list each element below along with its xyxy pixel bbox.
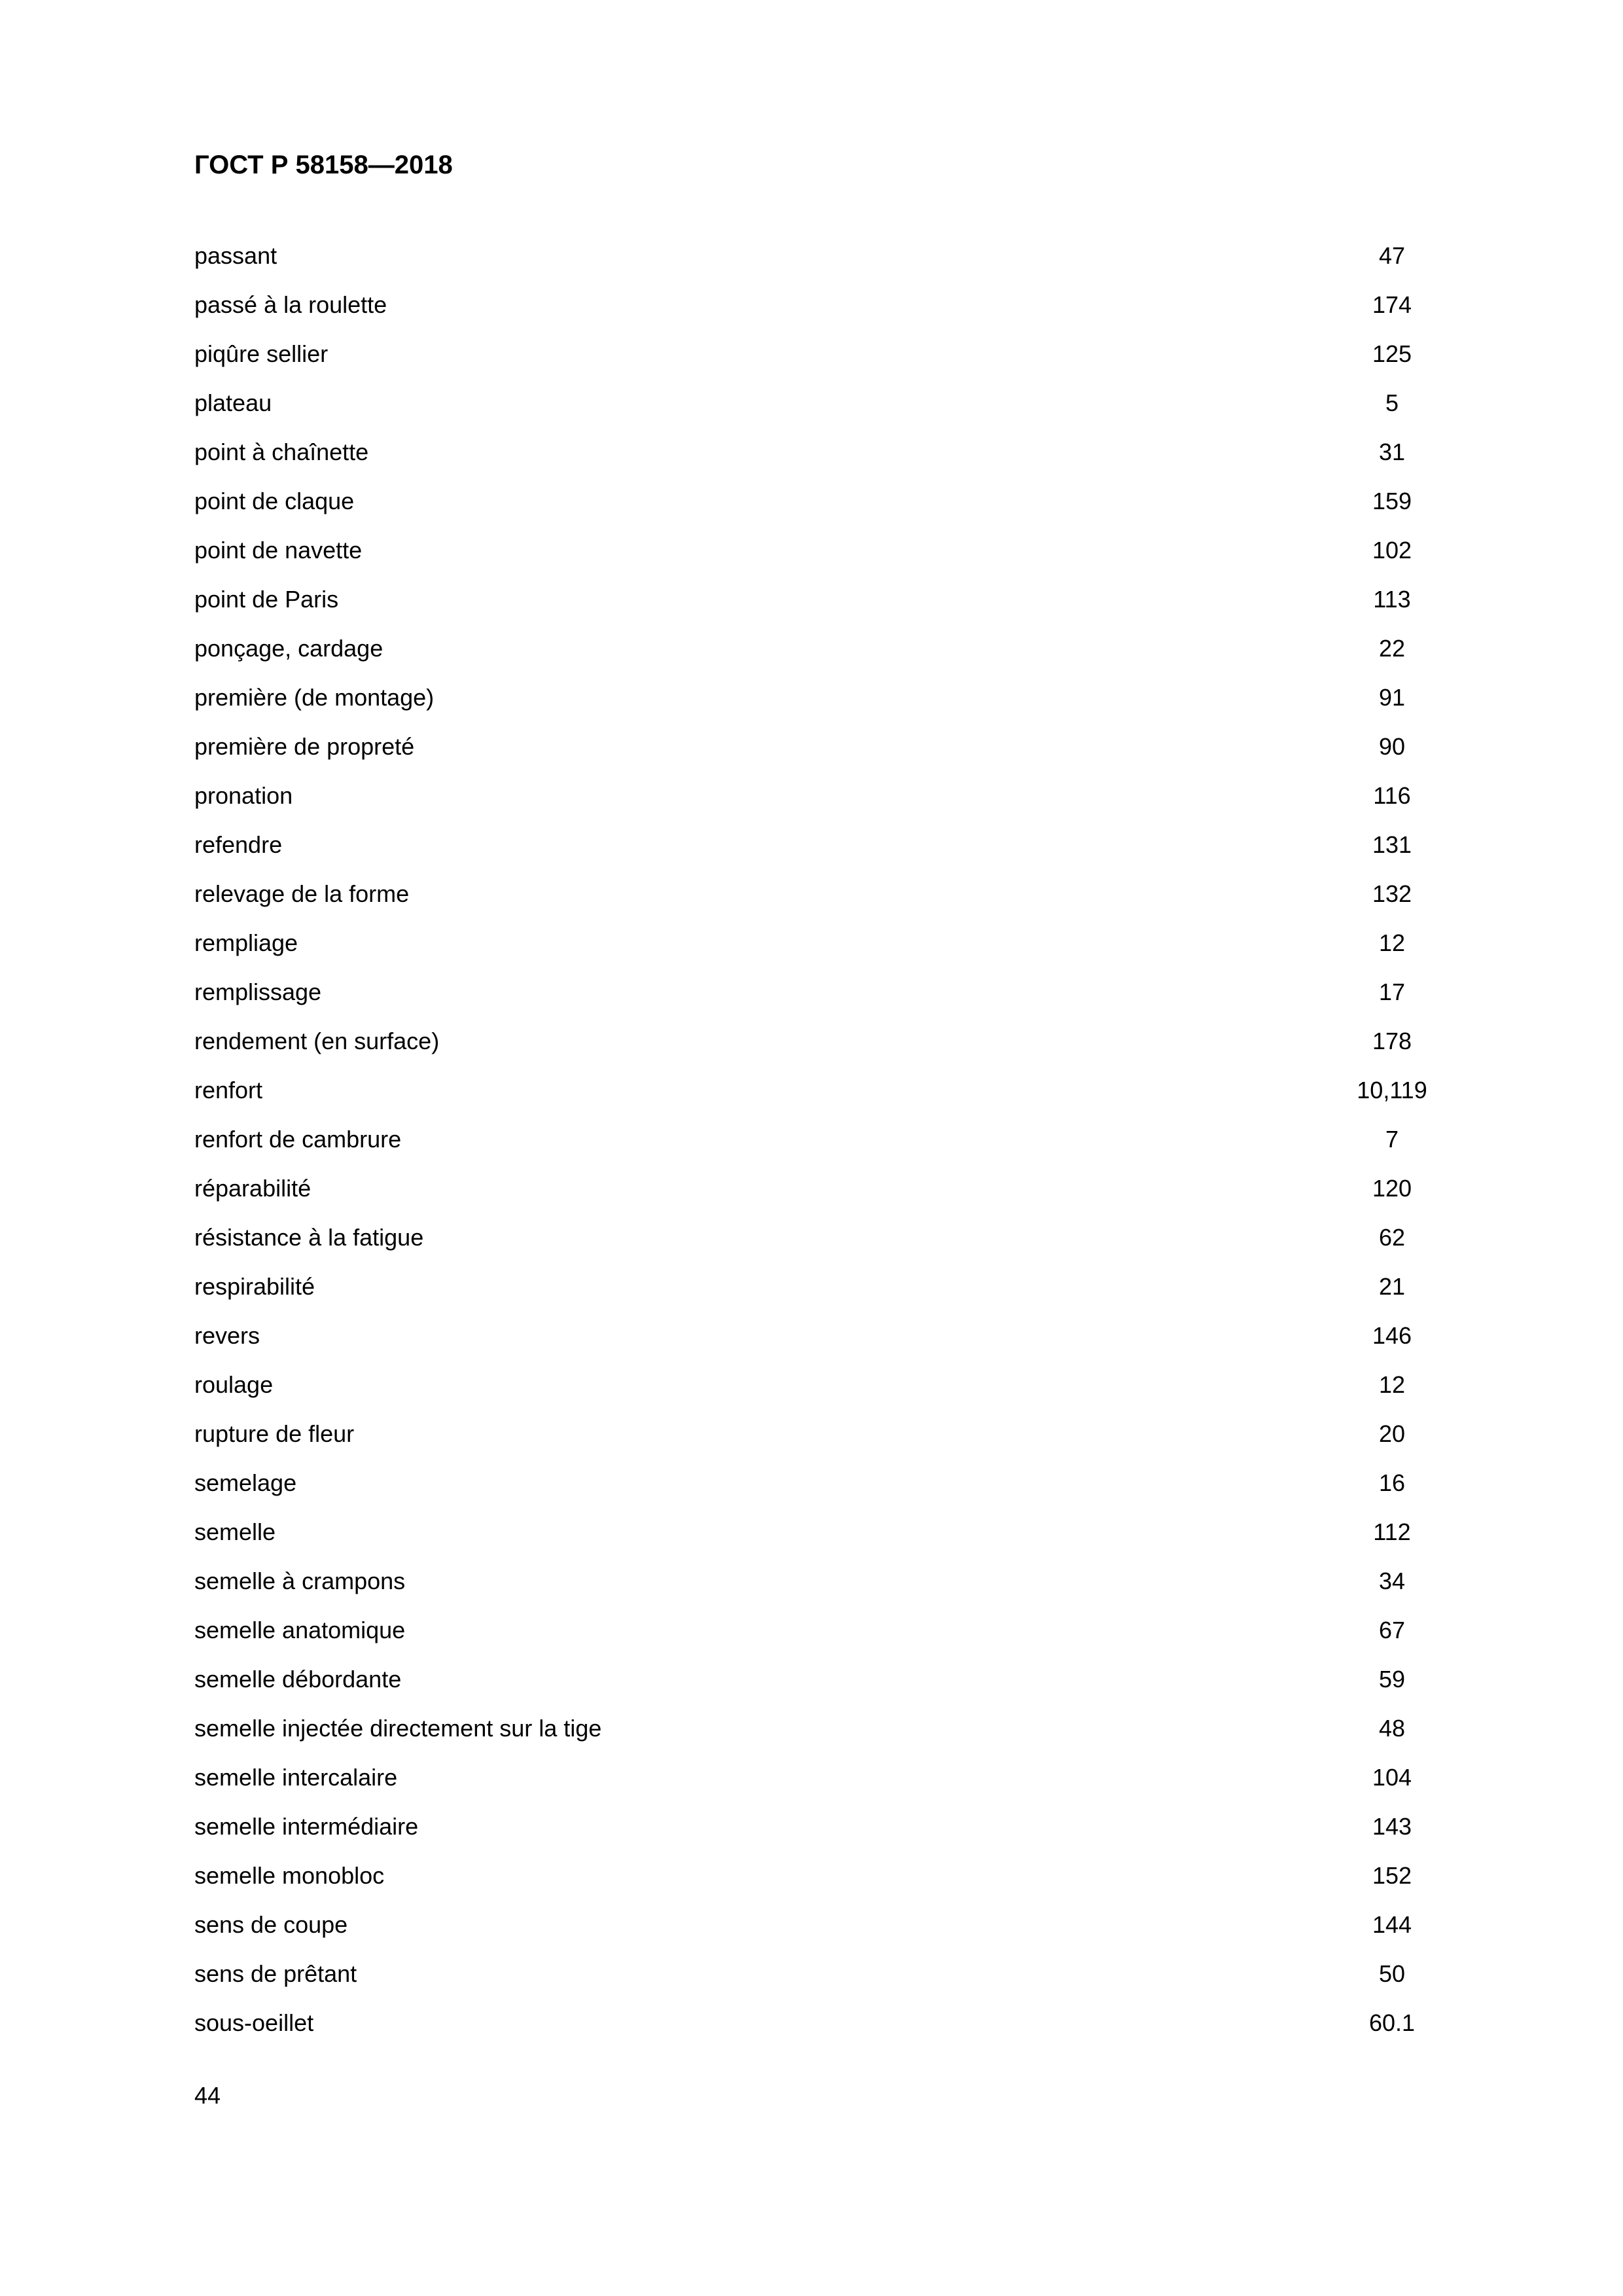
index-reference-number: 17 [1378, 978, 1406, 1005]
index-entry [194, 1316, 1457, 1365]
index-term: renfort de cambrure [194, 1126, 402, 1153]
index-term: passé à la roulette [194, 291, 387, 318]
index-term: semelle à crampons [194, 1568, 406, 1594]
index-term: pronation [194, 782, 293, 809]
index-term: semelle débordante [194, 1666, 402, 1693]
index-reference-number: 16 [1378, 1469, 1406, 1496]
index-reference-number: 31 [1378, 439, 1406, 465]
index-term: point à chaînette [194, 439, 369, 465]
index-reference-number: 62 [1378, 1224, 1406, 1251]
index-entry [194, 678, 1457, 727]
index-reference-number: 60.1 [1368, 2009, 1416, 2036]
index-entry [194, 1905, 1457, 1954]
index-term: réparabilité [194, 1175, 312, 1202]
index-reference-number: 116 [1373, 782, 1411, 809]
index-term: remplissage [194, 978, 322, 1005]
index-entry [194, 1709, 1457, 1758]
index-entry [194, 580, 1457, 629]
index-term: ponçage, cardage [194, 635, 383, 662]
index-term: semelle intercalaire [194, 1764, 398, 1791]
index-term: relevage de la forme [194, 880, 410, 907]
index-entry [194, 1513, 1457, 1562]
index-entry [194, 1856, 1457, 1905]
index-term: semelle injectée directement sur la tige [194, 1715, 602, 1742]
index-reference-number: 10,119 [1357, 1077, 1427, 1103]
index-entry [194, 285, 1457, 334]
index-reference-number: 47 [1378, 242, 1406, 269]
index-entry [194, 1660, 1457, 1709]
index-reference-number: 174 [1372, 291, 1412, 318]
index-term: sous-oeillet [194, 2009, 314, 2036]
index-term: première de propreté [194, 733, 415, 760]
index-reference-number: 50 [1378, 1960, 1406, 1987]
index-term: respirabilité [194, 1273, 315, 1300]
index-entry [194, 727, 1457, 776]
index-term: semelle intermédiaire [194, 1813, 419, 1840]
index-entry [194, 384, 1457, 433]
index-reference-number: 12 [1378, 929, 1406, 956]
index-term: sens de prêtant [194, 1960, 357, 1987]
document-header: ГОСТ Р 58158—2018 [194, 151, 453, 179]
index-reference-number: 112 [1373, 1518, 1411, 1545]
index-entry [194, 2003, 1457, 2053]
index-reference-number: 178 [1372, 1028, 1412, 1054]
index-entry [194, 924, 1457, 973]
index-entry [194, 531, 1457, 580]
index-entry [194, 1365, 1457, 1414]
index-entry [194, 236, 1457, 285]
index-reference-number: 67 [1378, 1617, 1406, 1643]
index-term: point de navette [194, 537, 363, 564]
page-number: 44 [194, 2082, 221, 2109]
index-term: passant [194, 242, 277, 269]
index-entry [194, 1071, 1457, 1120]
index-reference-number: 59 [1378, 1666, 1406, 1693]
alphabetical-index-list [194, 236, 1457, 2053]
index-term: plateau [194, 389, 272, 416]
index-reference-number: 113 [1373, 586, 1411, 613]
index-term: point de claque [194, 488, 355, 514]
index-term: semelle [194, 1518, 276, 1545]
index-entry [194, 825, 1457, 874]
index-term: rupture de fleur [194, 1420, 355, 1447]
index-entry [194, 1758, 1457, 1807]
index-reference-number: 131 [1372, 831, 1412, 858]
index-term: roulage [194, 1371, 274, 1398]
index-reference-number: 20 [1378, 1420, 1406, 1447]
index-reference-number: 21 [1378, 1273, 1406, 1300]
index-entry [194, 482, 1457, 531]
index-reference-number: 159 [1372, 488, 1412, 514]
index-entry [194, 1807, 1457, 1856]
index-reference-number: 144 [1372, 1911, 1412, 1938]
index-term: semelle anatomique [194, 1617, 406, 1643]
index-term: sens de coupe [194, 1911, 348, 1938]
index-entry [194, 334, 1457, 384]
index-reference-number: 5 [1385, 389, 1399, 416]
index-entry [194, 1169, 1457, 1218]
index-reference-number: 104 [1372, 1764, 1412, 1791]
index-reference-number: 90 [1378, 733, 1406, 760]
index-entry [194, 1218, 1457, 1267]
index-term: première (de montage) [194, 684, 435, 711]
index-term: semelage [194, 1469, 297, 1496]
index-reference-number: 143 [1372, 1813, 1412, 1840]
index-entry [194, 1120, 1457, 1169]
index-reference-number: 22 [1378, 635, 1406, 662]
index-reference-number: 34 [1378, 1568, 1406, 1594]
index-reference-number: 48 [1378, 1715, 1406, 1742]
index-entry [194, 629, 1457, 678]
index-term: renfort [194, 1077, 263, 1103]
index-term: point de Paris [194, 586, 339, 613]
index-term: refendre [194, 831, 283, 858]
index-term: résistance à la fatigue [194, 1224, 424, 1251]
index-reference-number: 12 [1378, 1371, 1406, 1398]
index-term: rempliage [194, 929, 298, 956]
index-entry [194, 1022, 1457, 1071]
index-entry [194, 973, 1457, 1022]
index-reference-number: 91 [1378, 684, 1406, 711]
index-reference-number: 146 [1372, 1322, 1412, 1349]
index-term: semelle monobloc [194, 1862, 385, 1889]
index-entry [194, 776, 1457, 825]
index-reference-number: 125 [1372, 340, 1412, 367]
index-term: revers [194, 1322, 260, 1349]
index-entry [194, 1414, 1457, 1463]
index-term: piqûre sellier [194, 340, 329, 367]
index-entry [194, 433, 1457, 482]
index-entry [194, 874, 1457, 924]
index-reference-number: 7 [1385, 1126, 1399, 1153]
index-reference-number: 120 [1372, 1175, 1412, 1202]
index-term: rendement (en surface) [194, 1028, 440, 1054]
index-reference-number: 152 [1372, 1862, 1412, 1889]
index-entry [194, 1463, 1457, 1513]
index-reference-number: 102 [1372, 537, 1412, 564]
index-entry [194, 1562, 1457, 1611]
index-entry [194, 1267, 1457, 1316]
index-entry [194, 1954, 1457, 2003]
index-entry [194, 1611, 1457, 1660]
index-reference-number: 132 [1372, 880, 1412, 907]
